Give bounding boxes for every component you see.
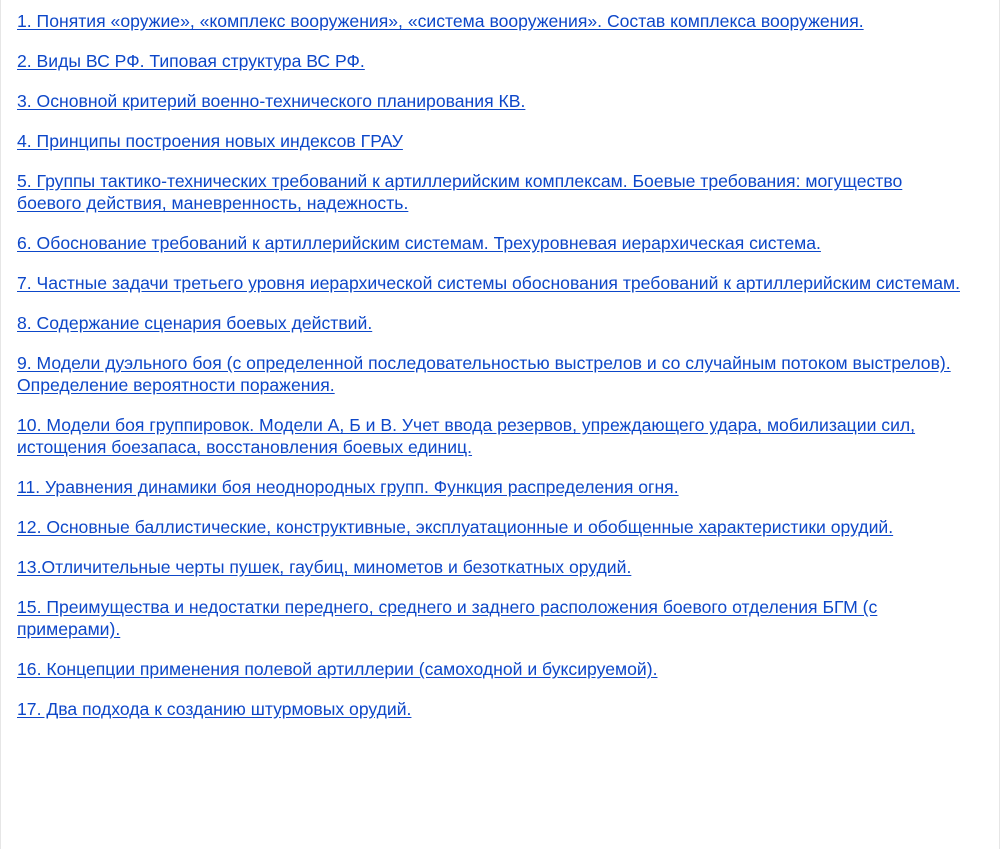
toc-item-16 <box>17 658 963 680</box>
toc-item-4 <box>17 130 963 152</box>
toc-item-13 <box>17 556 963 578</box>
toc-link-9[interactable]: 9. Модели дуэльного боя (с определенной последовательностью выстрелов и со случайным потоком выстрелов). Определение вероятности поражения. <box>17 353 951 395</box>
table-of-contents <box>17 10 963 738</box>
toc-item-5 <box>17 170 963 214</box>
toc-item-3 <box>17 90 963 112</box>
toc-link-2[interactable]: 2. Виды ВС РФ. Типовая структура ВС РФ. <box>17 51 365 71</box>
toc-link-17[interactable]: 17. Два подхода к созданию штурмовых орудий. <box>17 699 412 719</box>
toc-link-1[interactable]: 1. Понятия «оружие», «комплекс вооружения», «система вооружения». Состав комплекса вооружения. <box>17 11 864 31</box>
toc-item-9 <box>17 352 963 396</box>
toc-item-10 <box>17 414 963 458</box>
toc-link-5[interactable]: 5. Группы тактико-технических требований к артиллерийским комплексам. Боевые требования: могущество боевого действия, маневренность, надежность. <box>17 171 903 213</box>
toc-link-11[interactable]: 11. Уравнения динамики боя неоднородных групп. Функция распределения огня. <box>17 477 679 497</box>
toc-item-1 <box>17 10 963 32</box>
toc-item-17 <box>17 698 963 720</box>
toc-link-12[interactable]: 12. Основные баллистические, конструктивные, эксплуатационные и обобщенные характеристики орудий. <box>17 517 894 537</box>
toc-link-10[interactable]: 10. Модели боя группировок. Модели А, Б и В. Учет ввода резервов, упреждающего удара, мобилизации сил, истощения боезапаса, восстановления боевых единиц. <box>17 415 916 457</box>
toc-link-8[interactable]: 8. Содержание сценария боевых действий. <box>17 313 373 333</box>
toc-item-6 <box>17 232 963 254</box>
toc-link-16[interactable]: 16. Концепции применения полевой артиллерии (самоходной и буксируемой). <box>17 659 658 679</box>
toc-link-15[interactable]: 15. Преимущества и недостатки переднего, среднего и заднего расположения боевого отделения БГМ (с примерами). <box>17 597 878 639</box>
toc-link-3[interactable]: 3. Основной критерий военно-технического планирования КВ. <box>17 91 526 111</box>
toc-item-15 <box>17 596 963 640</box>
toc-link-7[interactable]: 7. Частные задачи третьего уровня иерархической системы обоснования требований к артиллерийским системам. <box>17 273 960 293</box>
toc-link-6[interactable]: 6. Обоснование требований к артиллерийским системам. Трехуровневая иерархическая система. <box>17 233 821 253</box>
toc-item-7 <box>17 272 963 294</box>
toc-item-11 <box>17 476 963 498</box>
toc-item-12 <box>17 516 963 538</box>
toc-link-13[interactable]: 13.Отличительные черты пушек, гаубиц, минометов и безоткатных орудий. <box>17 557 632 577</box>
toc-item-8 <box>17 312 963 334</box>
toc-item-2 <box>17 50 963 72</box>
toc-link-4[interactable]: 4. Принципы построения новых индексов ГРАУ <box>17 131 403 151</box>
